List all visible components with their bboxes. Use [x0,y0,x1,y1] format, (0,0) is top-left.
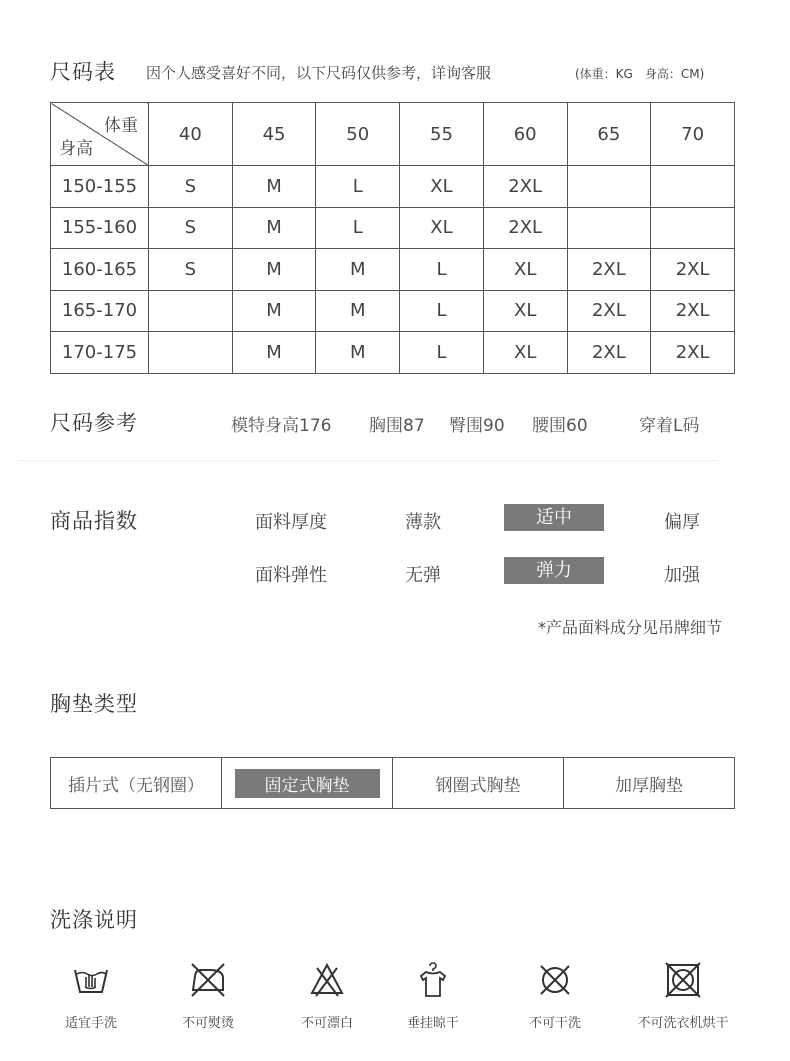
model-hip: 臀围90 [449,416,505,436]
weight-header: 60 [483,103,567,166]
height-cell: 155-160 [51,207,149,249]
wash-label: 不可洗衣机烘干 [637,1016,729,1031]
weight-header: 40 [149,103,233,166]
size-cell: XL [483,249,567,291]
size-cell: L [400,249,484,291]
size-cell: M [316,290,400,332]
no-tumble-dry-icon [663,960,703,1000]
weight-header: 55 [400,103,484,166]
no-dry-clean-icon [535,960,575,1000]
size-cell: 2XL [483,207,567,249]
size-cell: 2XL [651,332,735,374]
size-cell: M [232,249,316,291]
size-cell [651,207,735,249]
pad-option-label: 插片式（无钢圈） [68,775,204,796]
wash-item-hand-wash [36,960,146,1031]
size-cell: L [400,290,484,332]
size-cell [651,166,735,208]
table-row [51,166,735,208]
wash-label: 不可熨烫 [181,1016,234,1031]
no-bleach-icon [307,960,347,1000]
wash-label: 适宜手洗 [64,1016,117,1031]
height-cell: 160-165 [51,249,149,291]
wash-item-no-dry-clean [500,960,610,1031]
weight-header: 70 [651,103,735,166]
weight-header: 65 [567,103,651,166]
pad-type-title: 胸垫类型 [50,692,138,716]
size-cell: XL [400,207,484,249]
table-row [51,249,735,291]
elasticity-option-none: 无弹 [405,565,441,586]
thickness-option-thick: 偏厚 [664,512,700,533]
size-cell: XL [483,332,567,374]
size-cell: 2XL [567,290,651,332]
size-cell [567,207,651,249]
size-cell: 2XL [567,249,651,291]
size-cell: L [316,207,400,249]
model-height: 模特身高176 [231,416,332,436]
pad-option-label: 加厚胸垫 [615,775,683,796]
model-bust: 胸围87 [369,416,425,436]
size-chart-units: (体重：KG 身高：CM) [575,67,705,81]
size-cell: S [149,207,233,249]
corner-weight-label: 体重 [104,116,138,136]
pad-option-underwire [393,758,564,808]
size-cell: M [232,207,316,249]
wash-item-no-iron [153,960,263,1031]
elasticity-label: 面料弹性 [255,565,327,586]
wash-item-hang-dry [378,960,488,1031]
size-table [50,102,735,374]
size-cell: M [232,166,316,208]
size-cell: S [149,249,233,291]
model-waist: 腰围60 [532,416,588,436]
thickness-option-thin: 薄款 [405,512,441,533]
size-cell [149,332,233,374]
elasticity-option-strong: 加强 [664,565,700,586]
thickness-option-selected: 适中 [504,504,604,531]
pad-type-options [50,757,735,809]
size-cell: L [316,166,400,208]
pad-option-fixed [222,758,393,808]
size-table-corner [51,103,149,166]
wash-label: 不可漂白 [300,1016,353,1031]
size-cell: XL [483,290,567,332]
weight-header: 45 [232,103,316,166]
size-cell: 2XL [651,290,735,332]
size-cell: 2XL [483,166,567,208]
wash-label: 不可干洗 [528,1016,581,1031]
product-index-title: 商品指数 [50,509,138,533]
corner-height-label: 身高 [59,139,93,159]
table-row [51,207,735,249]
pad-option-insert [51,758,222,808]
height-cell: 150-155 [51,166,149,208]
hand-wash-icon [71,960,111,1000]
pad-option-label: 钢圈式胸垫 [435,775,521,796]
size-chart-note: 因个人感受喜好不同，以下尺码仅供参考，详询客服 [146,64,492,82]
wash-item-no-bleach [272,960,382,1031]
fabric-footnote: *产品面料成分见吊牌细节 [538,618,723,637]
size-cell: L [400,332,484,374]
washing-title: 洗涤说明 [50,908,138,932]
model-wearing-size: 穿着L码 [639,416,700,436]
table-row [51,332,735,374]
weight-header: 50 [316,103,400,166]
hang-dry-icon [413,960,453,1000]
size-table-header [51,103,735,166]
size-cell: 2XL [567,332,651,374]
size-cell: M [232,332,316,374]
pad-option-selected: 固定式胸垫 [235,769,380,798]
pad-option-thick [564,758,734,808]
size-cell: M [316,332,400,374]
table-row [51,290,735,332]
no-iron-icon [188,960,228,1000]
wash-item-no-tumble-dry [628,960,738,1031]
size-cell: 2XL [651,249,735,291]
height-cell: 165-170 [51,290,149,332]
height-cell: 170-175 [51,332,149,374]
section-divider [18,460,718,461]
wash-label: 垂挂晾干 [406,1016,459,1031]
size-cell [567,166,651,208]
size-cell [149,290,233,332]
size-cell: M [232,290,316,332]
elasticity-option-selected: 弹力 [504,557,604,584]
size-chart-title: 尺码表 [50,60,116,84]
size-cell: S [149,166,233,208]
size-ref-title: 尺码参考 [50,411,138,435]
thickness-label: 面料厚度 [255,512,327,533]
size-cell: XL [400,166,484,208]
size-cell: M [316,249,400,291]
